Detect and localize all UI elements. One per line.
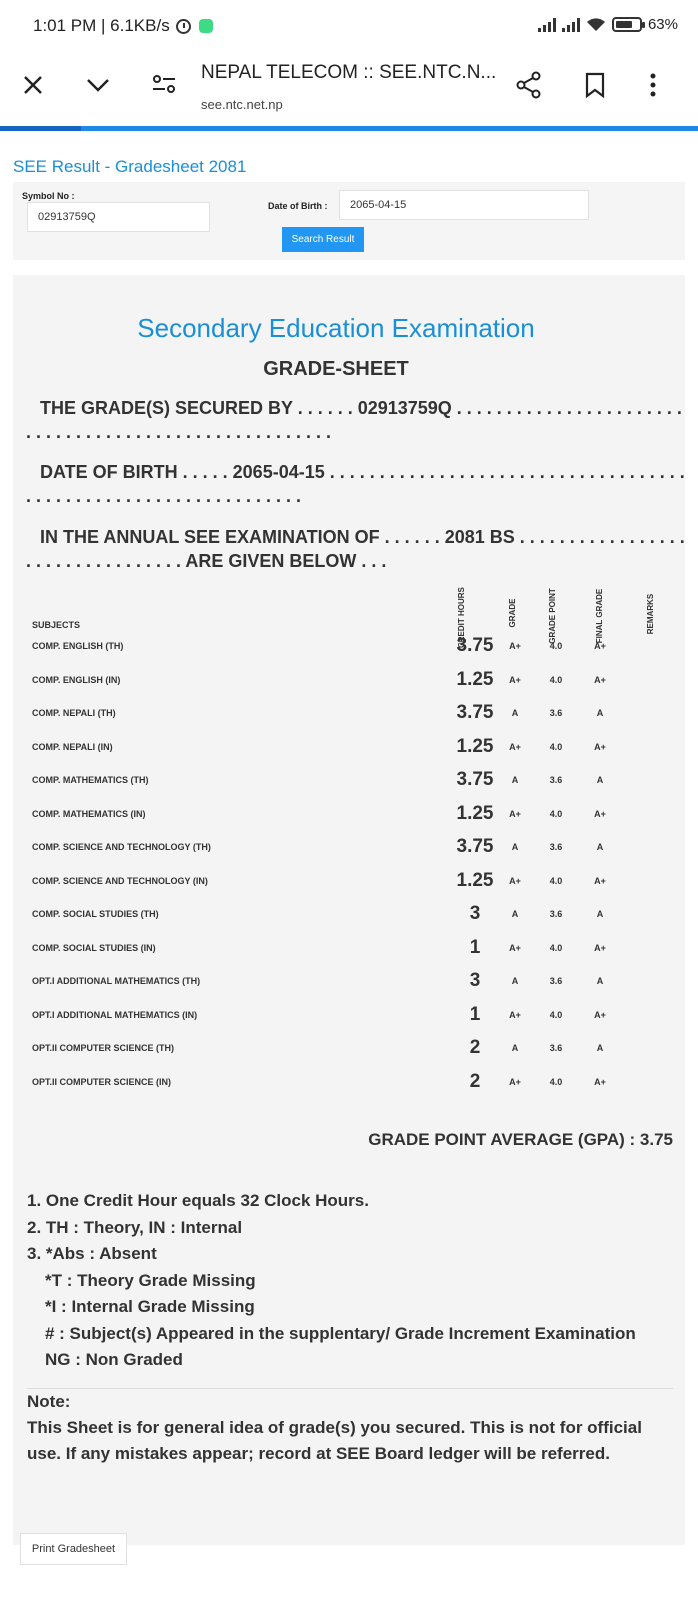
credit-hours-cell: 2: [469, 1070, 481, 1092]
final-grade-cell: A: [596, 842, 604, 852]
sheet-title: Secondary Education Examination: [137, 313, 535, 343]
grade-point-cell: 4.0: [549, 1076, 563, 1087]
table-row: [13, 899, 685, 933]
header-credit-hours: CREDIT HOURS: [457, 587, 466, 648]
grade-point-cell: 3.6: [549, 708, 563, 718]
grade-cell: A+: [509, 808, 521, 819]
header-grade-point: GRADE POINT: [548, 588, 557, 644]
table-row: [13, 698, 685, 732]
subject-cell: COMP. MATHEMATICS (IN): [32, 808, 146, 819]
page-title[interactable]: NEPAL TELECOM :: SEE.NTC.N...: [201, 62, 497, 83]
site-settings-icon[interactable]: [149, 70, 179, 100]
header-subjects: SUBJECTS: [32, 620, 81, 630]
credit-hours-cell: 3.75: [456, 769, 494, 790]
subject-cell: COMP. SOCIAL STUDIES (TH): [32, 909, 159, 919]
grade-point-cell: 4.0: [549, 674, 563, 685]
table-row: [13, 832, 685, 866]
exam-line: IN THE ANNUAL SEE EXAMINATION OF . . . . . . 2081 BS . . . . . . . . . . . . . . . . . . . . . . . . . . . . . . . . . ARE GIVEN BELOW . . .: [26, 527, 690, 571]
legend-note: 3. *Abs : Absent: [27, 1244, 157, 1263]
grade-point-cell: 4.0: [549, 875, 563, 886]
grade-point-cell: 3.6: [549, 775, 563, 785]
credit-hours-cell: 1: [469, 1003, 481, 1025]
table-row: [13, 665, 685, 699]
bookmark-icon[interactable]: [580, 70, 610, 100]
subject-cell: COMP. ENGLISH (TH): [32, 641, 124, 651]
credit-hours-cell: 2: [469, 1037, 481, 1058]
grade-cell: A+: [509, 674, 521, 685]
battery-icon: [612, 17, 642, 32]
legend-note: # : Subject(s) Appeared in the supplentary/ Grade Increment Examination: [45, 1323, 636, 1343]
credit-hours-cell: 1.25: [456, 869, 494, 891]
credit-hours-cell: 3.75: [456, 836, 494, 857]
more-vert-icon[interactable]: [638, 70, 668, 100]
subject-cell: OPT.I ADDITIONAL MATHEMATICS (IN): [32, 1009, 198, 1020]
final-grade-cell: A: [596, 708, 604, 718]
table-row: [13, 765, 685, 799]
wifi-icon: [586, 18, 606, 32]
chevron-down-icon[interactable]: [83, 70, 113, 100]
subject-cell: OPT.I ADDITIONAL MATHEMATICS (TH): [32, 976, 201, 986]
legend-notes: [27, 1188, 636, 1374]
grade-point-cell: 4.0: [549, 808, 563, 819]
grade-cell: A: [511, 909, 519, 919]
subject-cell: COMP. NEPALI (TH): [32, 708, 116, 718]
symbol-label: Symbol No :: [22, 191, 75, 201]
print-gradesheet-button[interactable]: Print Gradesheet: [20, 1533, 127, 1565]
credit-hours-cell: 1.25: [456, 802, 494, 824]
credit-hours-cell: 1.25: [456, 668, 494, 690]
legend-note: NG : Non Graded: [45, 1350, 183, 1369]
signal-icon: [538, 18, 556, 32]
grade-point-cell: 3.6: [549, 1043, 563, 1053]
grade-point-cell: 3.6: [549, 976, 563, 986]
table-row: [13, 631, 685, 665]
header-grade: GRADE: [508, 598, 517, 628]
final-grade-cell: A+: [594, 942, 606, 953]
app-notification-icon: [199, 19, 213, 33]
dob-input[interactable]: 2065-04-15: [339, 190, 589, 220]
status-left: [33, 16, 213, 36]
alarm-icon: [176, 19, 191, 34]
note-text: This Sheet is for general idea of grade(s) you secured. This is not for official use. If any mistakes appear; record at SEE Board ledger will be referred.: [27, 1418, 642, 1463]
grade-cell: A: [511, 842, 519, 852]
header-final-grade: FINAL GRADE: [595, 588, 604, 644]
grade-cell: A: [511, 708, 519, 718]
table-row: [13, 966, 685, 1000]
grade-cell: A: [511, 976, 519, 986]
subject-cell: OPT.II COMPUTER SCIENCE (TH): [32, 1043, 175, 1053]
table-row: [13, 866, 685, 900]
signal-icon: [562, 18, 580, 32]
credit-hours-cell: 1: [469, 936, 481, 958]
dob-line: DATE OF BIRTH . . . . . 2065-04-15 . . . . . . . . . . . . . . . . . . . . . . . . . . . . . . . . . . . . . . . . . . . . . . . . . . . . . . . . . . . . . . . .: [26, 462, 690, 506]
table-row: [13, 1000, 685, 1034]
close-icon[interactable]: [18, 70, 48, 100]
table-row: [13, 1067, 685, 1101]
final-grade-cell: A+: [594, 641, 606, 651]
grade-point-cell: 4.0: [549, 1009, 563, 1020]
table-row: [13, 799, 685, 833]
page-heading: SEE Result - Gradesheet 2081: [13, 157, 247, 176]
final-grade-cell: A: [596, 909, 604, 919]
table-row: [13, 732, 685, 766]
grade-cell: A+: [509, 942, 521, 953]
grade-point-cell: 3.6: [549, 909, 563, 919]
grade-cell: A+: [509, 1076, 521, 1087]
final-grade-cell: A+: [594, 808, 606, 819]
grade-cell: A+: [509, 1009, 521, 1020]
status-right: [538, 16, 678, 33]
legend-note: 1. One Credit Hour equals 32 Clock Hours.: [27, 1191, 369, 1210]
subject-cell: COMP. SCIENCE AND TECHNOLOGY (IN): [32, 875, 208, 886]
subject-cell: COMP. MATHEMATICS (TH): [32, 775, 149, 785]
legend-note: 2. TH : Theory, IN : Internal: [27, 1217, 243, 1237]
dob-label: Date of Birth :: [268, 201, 328, 211]
divider: [27, 1388, 673, 1389]
secured-by-line: THE GRADE(S) SECURED BY . . . . . . 02913759Q . . . . . . . . . . . . . . . . . . . . . . . . . . . . . . . . . . . . . . . . . . . . . . . . . . . . . .: [26, 398, 687, 442]
final-grade-cell: A: [596, 775, 604, 785]
status-time: 1:01 PM | 6.1KB/s: [33, 16, 170, 35]
credit-hours-cell: 3: [469, 970, 481, 991]
credit-hours-cell: 3: [469, 903, 481, 924]
status-bar: [0, 0, 698, 50]
credit-hours-cell: 3.75: [456, 702, 494, 723]
grade-cell: A+: [509, 641, 521, 651]
grade-cell: A: [511, 775, 519, 785]
subject-cell: COMP. SCIENCE AND TECHNOLOGY (TH): [32, 842, 211, 852]
subject-cell: COMP. SOCIAL STUDIES (IN): [32, 942, 156, 953]
subject-cell: COMP. ENGLISH (IN): [32, 674, 121, 685]
grade-point-cell: 4.0: [549, 641, 563, 651]
final-grade-cell: A: [596, 976, 604, 986]
search-result-button[interactable]: Search Result: [282, 227, 364, 252]
grade-point-cell: 4.0: [549, 741, 563, 752]
table-row: [13, 1033, 685, 1067]
header-remarks: REMARKS: [646, 593, 655, 635]
credit-hours-cell: 1.25: [456, 735, 494, 757]
gpa-value: GRADE POINT AVERAGE (GPA) : 3.75: [368, 1130, 673, 1149]
credit-hours-cell: 3.75: [456, 635, 494, 656]
sheet-subtitle: GRADE-SHEET: [263, 358, 409, 380]
load-progress-bar: [0, 126, 698, 131]
grade-cell: A+: [509, 875, 521, 886]
legend-note: *T : Theory Grade Missing: [45, 1270, 256, 1290]
battery-level: 63%: [647, 16, 678, 33]
subject-cell: COMP. NEPALI (IN): [32, 741, 113, 752]
final-grade-cell: A+: [594, 875, 606, 886]
grade-point-cell: 4.0: [549, 942, 563, 953]
final-grade-cell: A: [596, 1043, 604, 1053]
note-title: Note:: [27, 1392, 71, 1411]
symbol-input[interactable]: 02913759Q: [27, 202, 210, 232]
table-row: [13, 933, 685, 967]
grade-cell: A: [511, 1043, 519, 1053]
final-grade-cell: A+: [594, 1009, 606, 1020]
final-grade-cell: A+: [594, 674, 606, 685]
final-grade-cell: A+: [594, 1076, 606, 1087]
grade-point-cell: 3.6: [549, 842, 563, 852]
subject-cell: OPT.II COMPUTER SCIENCE (IN): [32, 1076, 172, 1087]
url-host[interactable]: see.ntc.net.np: [201, 97, 283, 112]
final-grade-cell: A+: [594, 741, 606, 752]
grade-cell: A+: [509, 741, 521, 752]
share-icon[interactable]: [514, 70, 544, 100]
load-progress-fill: [0, 126, 81, 131]
legend-note: *I : Internal Grade Missing: [45, 1297, 255, 1316]
